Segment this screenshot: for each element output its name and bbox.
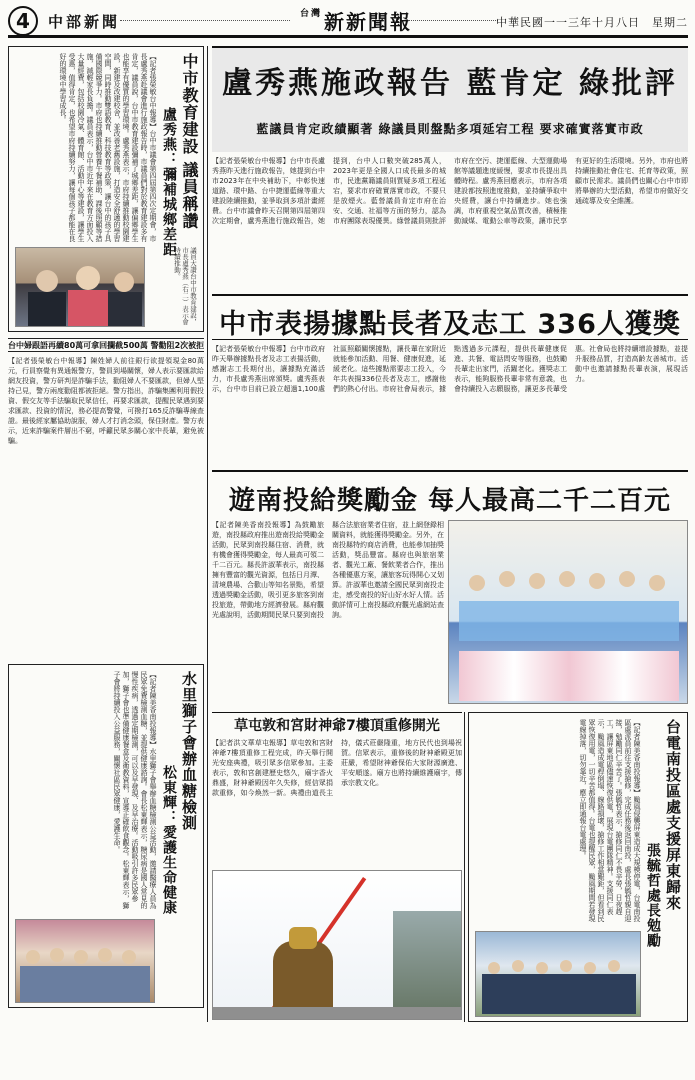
- temple-roof-base: [213, 1007, 462, 1020]
- person-head-a: [469, 575, 485, 591]
- temple-headline-block: [212, 712, 462, 734]
- worker-head-1: [488, 962, 500, 974]
- attendee-head-4: [98, 948, 112, 962]
- column-divider-bottom: [464, 712, 465, 1022]
- attendee-head-2: [50, 948, 64, 962]
- attendee-head-1: [26, 950, 40, 964]
- taipower-story: [468, 712, 688, 1022]
- police-body: 【記者張榮敏台中報導】陳姓婦人前往銀行欲提領現金80萬元，行員察覺有異通報警方，警員到場關懷，婦人表示要匯款給網友投資，警方研判是詐騙手法，勸阻婦人不要匯款，但婦人堅持己見，警方兩度勸阻都被拒絕。警方指出，詐騙集團利用假投資、假交友等手法騙取民眾信任，再要求匯款，提醒民眾遇到要求匯款、投資的情況，務必提高警覺，可撥打165反詐騙專線查證。最後經家屬協助說服，婦人才打消念頭，保住財產。警方表示，近來詐騙案件層出不窮，呼籲民眾多關心家中長輩，避免被騙。: [8, 357, 204, 445]
- top-story-body: 【記者張榮敏台中報導】台中市長盧秀燕昨天進行施政報告，她提到台中市2023年在中央補助下，中彰快速道路、環中路、台中捷運藍線等重大建設陸續推動，並爭取到多項計畫經費。台中市議會昨天召開第四屆第四次定期會，盧秀燕進行施政報告，她提到，台中人口數突破285萬人，2023年更是全國人口成長最多的城市，民進黨籍議員則質疑多項工程延宕，要求市府確實落實市政，不要只是放煙火。藍營議員肯定市府在治安、交通、社福等方面的努力，認為市府團隊表現優異。綠營議員則批評市府在空污、捷運藍線、大型運動場館等議題進度緩慢，要求市長提出具體時程。盧秀燕回應表示，市府各項建設都按照進度推動，並持續爭取中央經費，讓台中持續進步。她也強調，市府重視空氣品質改善，積極推動減煤、電動公車等政策，讓市民享有更好的生活環境。另外，市府也將持續推動社會住宅、托育等政策，照顧市民需求。議員們也關心台中市即將舉辦的大型活動，希望市府做好交通疏導及安全維護。: [212, 157, 688, 225]
- section-name: 中部新聞: [48, 13, 121, 31]
- temple-body: 【記者洪文華草屯報導】草屯敦和宮財神爺7樓頂重修工程完成，昨天舉行開光安座典禮，吸引眾多信眾參加。主委表示，敦和宮創建歷史悠久，廟宇香火鼎盛，財神爺殿因年久失修，經信眾捐款重修，如今煥然一新。典禮由道長主持，儀式莊嚴隆重，地方民代也到場祝賀。信眾表示，重修後的財神爺殿更加莊嚴，希望財神爺保佑大家財源廣進、平安順遂。廟方也將持續維護廟宇，傳承宗教文化。: [212, 739, 462, 797]
- person-figure-3-body: [108, 292, 142, 327]
- lion-club-story: [8, 664, 204, 1008]
- event-banner: [459, 601, 679, 641]
- worker-head-5: [584, 962, 596, 974]
- nantou-body: 【記者陳美香南投報導】為鼓勵旅遊，南投縣政府推出遊南投給獎勵金活動，民眾到南投縣住宿、消費，就有機會獲得獎勵金，每人最高可領二千二百元。縣長許淑華表示，南投縣擁有豐富的觀光資源，包括日月潭、清境農場、合歡山等知名景點，希望透過獎勵金活動，吸引更多旅客到南投旅遊，帶動地方經濟發展。縣府觀光處說明，活動期間民眾只要到南投縣合法旅宿業者住宿，並上網登錄相關資料，就能獲得獎勵金。另外，在南投縣特約商店消費，也能參加抽獎活動，獎品豐富。縣府也與旅宿業者、觀光工廠、餐飲業者合作，推出各種優惠方案，讓旅客玩得開心又划算。許淑華也邀請全國民眾到南投走走，感受南投的好山好水好人情。活動詳情可上南投縣政府觀光處網站查詢。: [212, 521, 444, 619]
- deity-statue: [273, 941, 333, 1011]
- education-headline-main: 中市教育建設 議員稱讚: [180, 53, 199, 230]
- education-photo: [15, 247, 145, 327]
- top-story-headline: 盧秀燕施政報告 藍肯定 綠批評: [222, 66, 678, 101]
- attendees-bodies: [20, 966, 150, 1002]
- masthead: [8, 6, 688, 38]
- masthead-dots-right: [408, 20, 498, 21]
- education-story: [8, 46, 204, 332]
- person-figure-2: [76, 266, 100, 290]
- top-story-headline-block: [212, 46, 688, 152]
- worker-head-6: [608, 960, 620, 972]
- workers-bodies: [482, 974, 636, 1014]
- nantou-photo: [448, 520, 688, 704]
- newspaper-logo: [300, 6, 412, 35]
- dateline: 中華民國一一三年十月八日 星期二: [496, 16, 688, 29]
- education-photo-caption: 議員大讚台中市教育建設，市長盧秀燕（右二）表示會持續推動。: [173, 247, 197, 325]
- police-headline-block: [8, 338, 204, 352]
- worker-head-2: [512, 960, 524, 972]
- worker-head-4: [560, 960, 572, 972]
- taipower-headline-main: 台電南投區處支援屏東歸來: [664, 719, 682, 911]
- attendee-head-3: [74, 950, 88, 964]
- temple-photo: [212, 870, 462, 1020]
- person-head-f: [619, 571, 635, 587]
- taipower-body: 【記者陳美香南投報導】颱風侵襲屏東造成大規模停電，台電南投區處派員前往支援搶修，完成任務後返回南投，處長張毓哲親自迎接，勉勵同仁辛苦了。張毓哲表示，搶修同仁不畏辛勞，日夜趕工，讓屏東地區儘速恢復供電，展現台電團隊精神。支援同仁表示，颱風造成電桿倒塌、線路損壞，搶修工作相當艱鉅，但看到民眾恢復用電，一切辛苦都值得。台電也提醒民眾，颱風期間若發現電線掉落，切勿靠近，應立即通報台電處理。: [579, 719, 641, 922]
- person-figure-3: [114, 272, 134, 292]
- person-figure-2-body: [68, 290, 108, 327]
- attendee-head-5: [122, 950, 136, 964]
- masthead-dots-left: [120, 20, 290, 21]
- lion-body: 【記者陳美香南投報導】水里獅子會舉辦血糖檢測公益活動，邀請醫療人員為民眾免費檢測血糖，並提供健康諮詢。會長松東輝表示，糖尿病是國人常見的慢性疾病，透過定期檢測，可以及早發現、及早治療。活動吸引許多民眾參加，獅子會也準備健康餐盒及衛教資料，宣導正確飲食觀念。松東輝表示，獅子會將持續投入公益服務，關懷社區民眾健康，愛護生命。: [113, 671, 157, 909]
- performers-row: [459, 651, 679, 701]
- logo-small-text: 台灣: [300, 9, 323, 19]
- person-head-b: [499, 571, 515, 587]
- person-head-g: [649, 575, 665, 591]
- education-headline-sub: 盧秀燕：彌補城鄉差距: [161, 107, 177, 257]
- person-figure-1: [36, 270, 58, 292]
- volunteer-headline-block: [212, 294, 688, 340]
- page-number: 4: [8, 6, 38, 36]
- taipower-headline-sub: 張毓哲處長勉勵: [645, 843, 661, 948]
- logo-text: 新新聞報: [324, 10, 413, 34]
- nantou-headline-block: [212, 470, 688, 516]
- volunteer-body: 【記者張榮敏台中報導】台中市政府昨天舉辦據點長者及志工表揚活動，感謝志工長期付出，讓據點充滿活力，市長盧秀燕出席頒獎。盧秀燕表示，台中市目前已設立超過1,100處社區照顧關懷據點，讓長輩在家附近就能參加活動、用餐、健康促進，延緩老化。這些據點需要志工投入，今年共表揚336位長者及志工，感謝他們的熱心付出。市府社會局表示，據點透過多元課程，提供長輩健康促進、共餐、電話問安等服務，也鼓勵長輩走出家門，活躍老化。獲獎志工表示，能夠服務長輩非常有意義，也會持續投入志願服務，讓更多長輩受惠。社會局也將持續增設據點，並提升服務品質，打造高齡友善城市。活動中也邀請據點長輩表演，展現活力。: [212, 345, 688, 393]
- lion-headline-sub: 松東輝：愛護生命健康: [161, 765, 177, 915]
- person-head-e: [589, 573, 605, 589]
- nantou-headline: 遊南投給獎勵金 每人最高二千二百元: [228, 486, 672, 516]
- person-figure-1-body: [28, 292, 66, 327]
- top-story-subhead: 藍議員肯定政績顯著 綠議員則盤點多項延宕工程 要求確實落實市政: [256, 122, 644, 136]
- worker-head-3: [536, 962, 548, 974]
- building-side: [393, 911, 462, 1007]
- person-head-c: [529, 573, 545, 589]
- taipower-photo: [475, 931, 641, 1017]
- statue-crown: [289, 927, 317, 949]
- education-body: 【記者張榮敏台中報導】台中市議會第四屆第四次定期會，市長盧秀燕赴議會進行施政報告時，市議員們對於教育建設多有肯定，議員說，台中市教育建設彌補了城鄉差距，讓偏鄉學生也能享有優質的學習環境。盧秀燕表示，市府持續推動校園建設，新建及改建校舍，並改善老舊設施，打造安全舒適的學習空間，同時推動雙語教育、科技教育等政策，讓台中的孩子具備國際競爭力。市府也持續推動營養午餐補助、課後照顧等措施，減輕家長負擔。議員表示，台中市近年來在教育方面投入大量經費，包括校園冷氣、體育館、活動中心等建設，讓學生受惠，值得肯定，也希望市府持續努力，讓每個孩子都能在良好的環境中學習成長。: [59, 53, 157, 242]
- temple-headline: 草屯敦和宮財神爺7樓頂重修開光: [234, 718, 440, 734]
- lion-photo: [15, 919, 155, 1003]
- volunteer-headline: 中市表揚據點長者及志工 336人獲獎: [219, 309, 681, 340]
- column-divider-left: [207, 46, 208, 1022]
- person-head-d: [559, 571, 575, 587]
- lion-headline-main: 水里獅子會辦血糖檢測: [180, 671, 198, 831]
- police-headline: 台中婦跟語再續80萬可拿回攔截500萬 警勸阻2次被拒: [8, 341, 204, 350]
